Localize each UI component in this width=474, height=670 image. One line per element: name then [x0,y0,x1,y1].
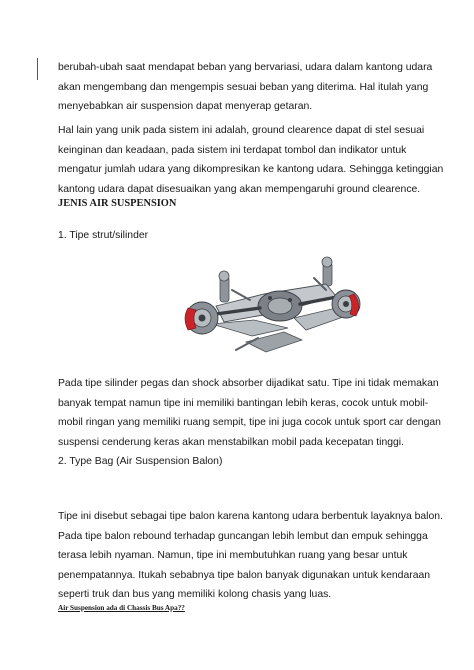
air-suspension-axle-illustration [176,254,364,366]
margin-rule [37,58,38,80]
next-section-link[interactable]: Air Suspension ada di Chassis Bus Apa?? [58,604,185,612]
list-item-bag: 2. Type Bag (Air Suspension Balon) [58,456,223,467]
paragraph-1 [58,58,432,117]
paragraph-line: penempatannya. Itukah sebabnya tipe balon banyak digunakan untuk kendaraan [58,569,431,581]
paragraph-2 [58,121,443,199]
paragraph-4 [58,507,443,605]
paragraph-line: terasa lebih nyaman. Namun, tipe ini membutuhkan ruang yang besar untuk [58,550,408,561]
paragraph-line: kantong udara dapat disesuaikan yang akan mempengaruhi ground clearence. [58,183,421,195]
section-heading: JENIS AIR SUSPENSION [58,198,177,209]
paragraph-line: Pada tipe balon rebound terhadap guncangan lebih lembut dan empuk sehingga [58,530,428,542]
paragraph-line: mobil ringan yang memiliki ruang sempit, tipe ini juga cocok untuk sport car dengan [58,417,441,428]
paragraph-line: suspensi cenderung keras akan menstabilkan mobil pada kecepatan tinggi. [58,436,404,448]
paragraph-line: Pada tipe silinder pegas dan shock absorber dijadikat satu. Tipe ini tidak memakan [58,378,439,389]
paragraph-line: mengatur jumlah udara yang dikompresikan ke kantong udara. Sehingga ketinggian [58,164,444,175]
paragraph-line: keinginan dan keadaan, pada sistem ini terdapat tombol dan indikator untuk [58,144,407,156]
list-item-strut: 1. Tipe strut/silinder [58,230,149,241]
paragraph-line: akan mengembang dan mengempis sesuai beban yang diterima. Hal itulah yang [58,81,429,93]
paragraph-line: seperti truk dan bus yang memiliki kolong chasis yang luas. [58,589,332,600]
paragraph-3 [58,374,441,452]
paragraph-line: Tipe ini disebut sebagai tipe balon karena kantong udara berbentuk layaknya balon. [58,511,443,522]
paragraph-line: menyebabkan air suspension dapat menyerap getaran. [58,101,313,112]
paragraph-line: berubah-ubah saat mendapat beban yang bervariasi, udara dalam kantong udara [58,62,433,73]
paragraph-line: banyak tempat namun tipe ini memiliki bantingan lebih keras, cocok untuk mobil- [58,397,429,409]
paragraph-line: Hal lain yang unik pada sistem ini adalah, ground clearence dapat di stel sesuai [58,125,425,136]
